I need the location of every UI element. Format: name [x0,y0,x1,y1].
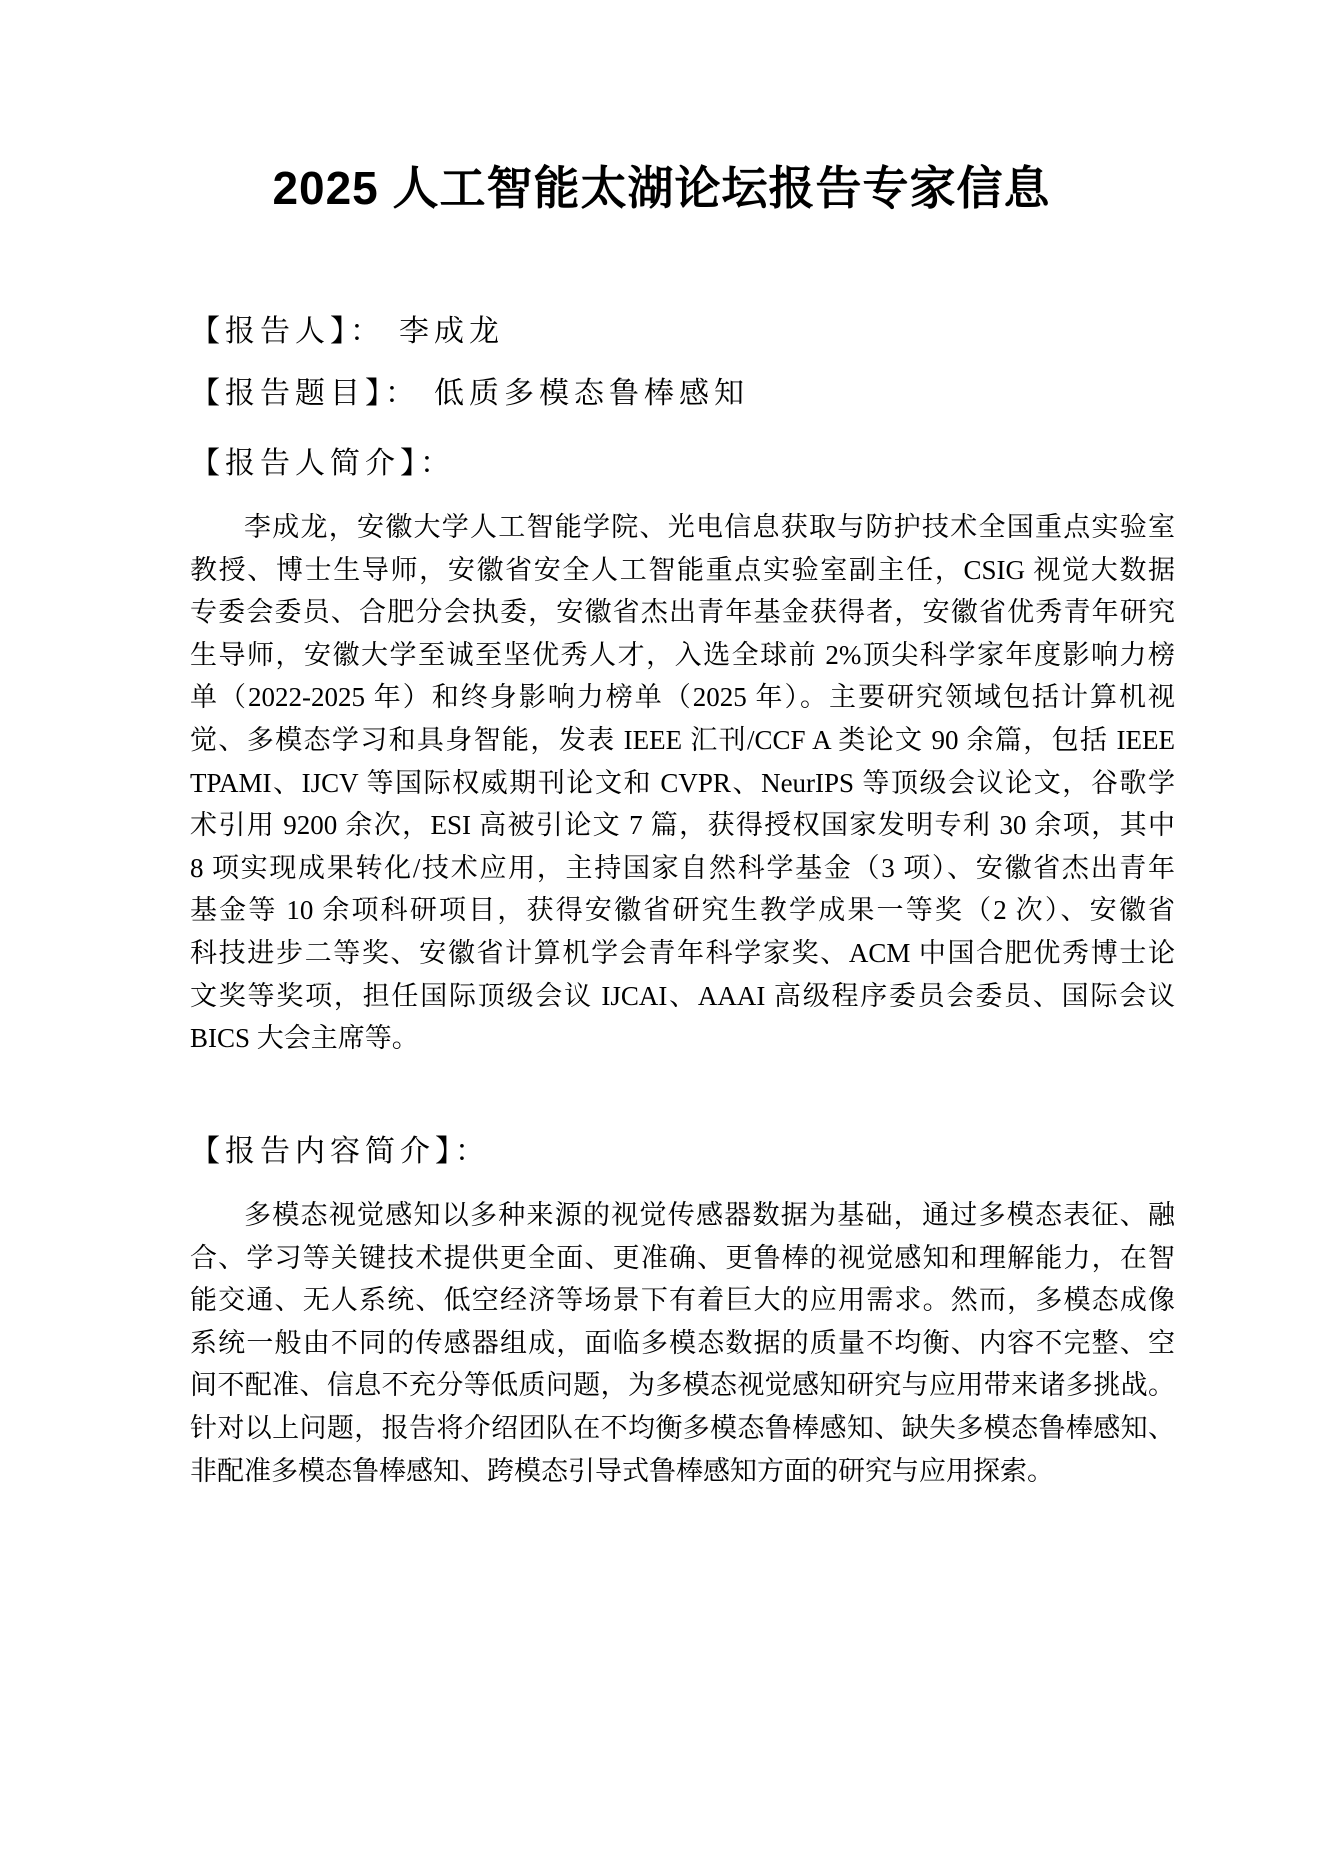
text-line: 文奖等奖项，担任国际顶级会议 IJCAI、AAAI 高级程序委员会委员、国际会议 [190,980,1175,1011]
text-line: 8 项实现成果转化/技术应用，主持国家自然科学基金（3 项）、安徽省杰出青年 [190,852,1175,883]
field-presenter [190,310,1175,354]
content-paragraph [190,1194,1175,1492]
text-line: 专委会委员、合肥分会执委，安徽省杰出青年基金获得者，安徽省优秀青年研究 [190,597,1175,628]
text-line: 针对以上问题，报告将介绍团队在不均衡多模态鲁棒感知、缺失多模态鲁棒感知、 [190,1412,1175,1443]
text-line: 生导师，安徽大学至诚至坚优秀人才，入选全球前 2%顶尖科学家年度影响力榜 [190,639,1175,670]
text-line: 李成龙，安徽大学人工智能学院、光电信息获取与防护技术全国重点实验室 [244,512,1175,542]
field-topic-value: 低质多模态鲁棒感知 [434,377,749,410]
text-line: 能交通、无人系统、低空经济等场景下有着巨大的应用需求。然而，多模态成像 [190,1285,1175,1316]
text-line: BICS 大会主席等。 [190,1023,419,1054]
field-topic [190,372,1175,416]
text-line: 单（2022-2025 年）和终身影响力榜单（2025 年）。主要研究领域包括计算机视 [190,682,1175,713]
section-heading-content: 【报告内容简介】： [190,1135,490,1168]
text-line: 术引用 9200 余次，ESI 高被引论文 7 篇，获得授权国家发明专利 30 余项，其中 [190,810,1175,841]
bio-paragraph [190,506,1175,1060]
text-line: 科技进步二等奖、安徽省计算机学会青年科学家奖、ACM 中国合肥优秀博士论 [190,937,1175,968]
text-line: 间不配准、信息不充分等低质问题，为多模态视觉感知研究与应用带来诸多挑战。 [190,1370,1175,1401]
text-line: TPAMI、IJCV 等国际权威期刊论文和 CVPR、NeurIPS 等顶级会议论文，谷歌学 [190,767,1175,798]
section-heading-bio: 【报告人简介】： [190,447,455,480]
text-line: 基金等 10 余项科研项目，获得安徽省研究生教学成果一等奖（2 次）、安徽省 [190,895,1175,926]
text-line: 觉、多模态学习和具身智能，发表 IEEE 汇刊/CCF A 类论文 90 余篇，包括 IEEE [190,724,1175,755]
field-topic-label: 【报告题目】： [190,377,420,410]
text-line: 系统一般由不同的传感器组成，面临多模态数据的质量不均衡、内容不完整、空 [190,1327,1175,1358]
text-line: 教授、博士生导师，安徽省安全人工智能重点实验室副主任，CSIG 视觉大数据 [190,554,1175,585]
field-presenter-label: 【报告人】： [190,315,385,348]
document-title: 2025 人工智能太湖论坛报告专家信息 [272,162,1051,214]
text-line: 非配准多模态鲁棒感知、跨模态引导式鲁棒感知方面的研究与应用探索。 [190,1455,1054,1486]
text-line: 合、学习等关键技术提供更全面、更准确、更鲁棒的视觉感知和理解能力，在智 [190,1242,1175,1273]
field-presenter-value: 李成龙 [399,315,504,348]
text-line: 多模态视觉感知以多种来源的视觉传感器数据为基础，通过多模态表征、融 [244,1200,1175,1230]
